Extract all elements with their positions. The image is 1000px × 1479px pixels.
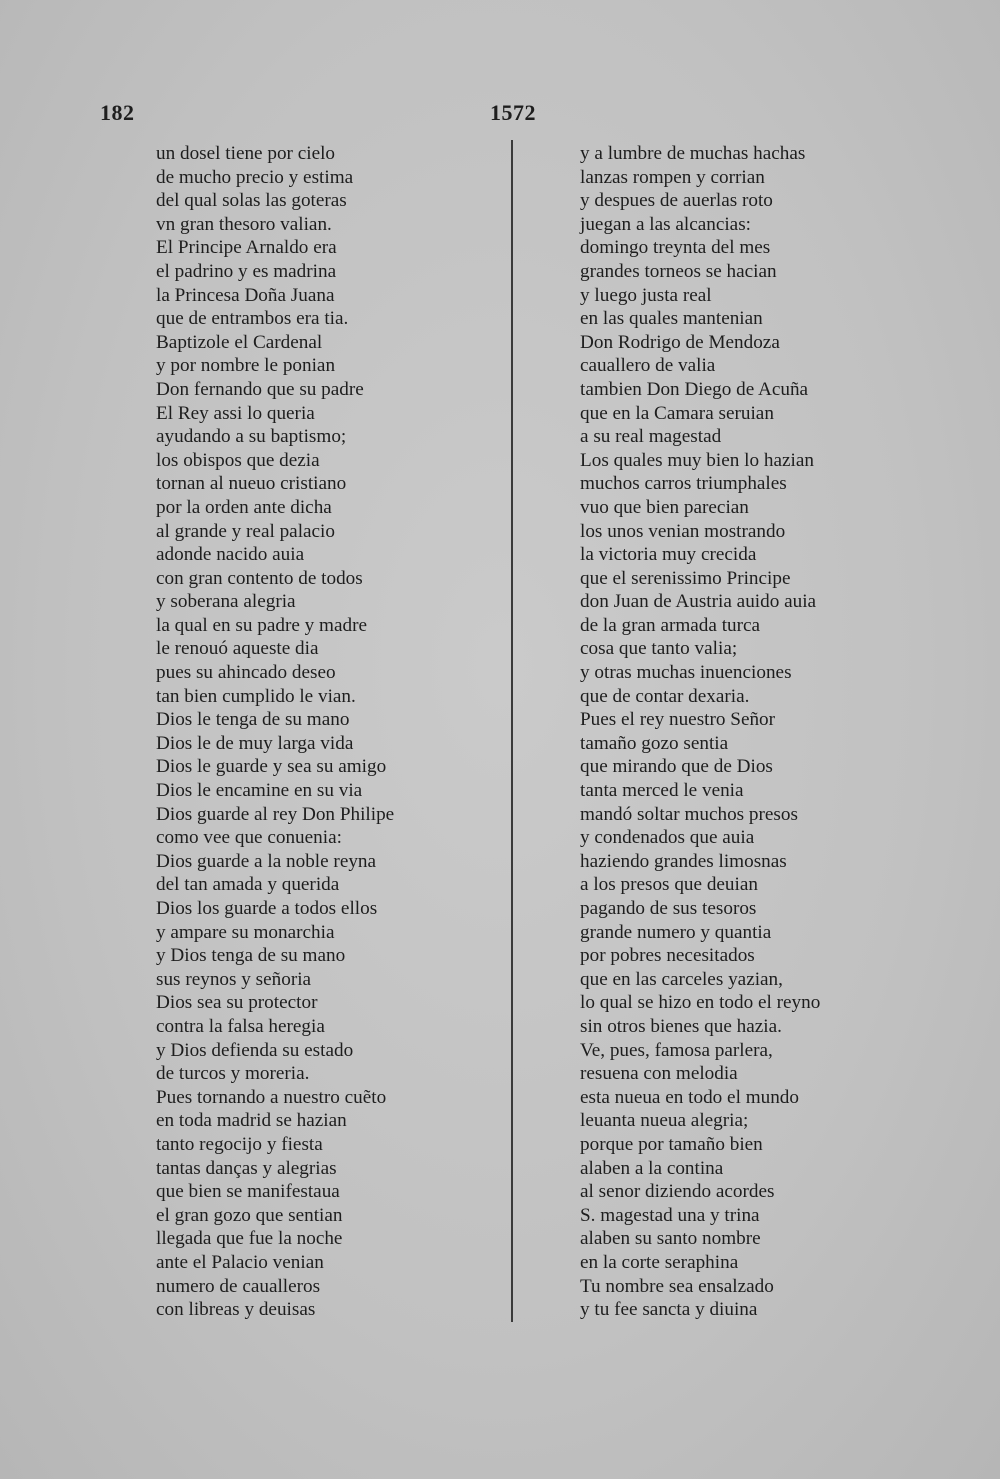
verse-line: como vee que conuenia: [156, 827, 342, 849]
verse-line: ayudando a su baptismo; [156, 426, 347, 448]
verse-line: lo qual se hizo en todo el reyno [580, 992, 821, 1014]
verse-line: en toda madrid se hazian [156, 1110, 347, 1132]
verse-line: pues su ahincado deseo [156, 662, 336, 684]
verse-line: Dios le de muy larga vida [156, 732, 354, 754]
verse-line: adonde nacido auia [156, 544, 305, 566]
verse-line: los unos venian mostrando [580, 520, 786, 542]
verse-line: El Principe Arnaldo era [156, 237, 337, 259]
verse-line: del tan amada y querida [156, 874, 340, 896]
verse-column-left [156, 142, 394, 1322]
verse-line: Pues tornando a nuestro cuẽto [156, 1086, 387, 1108]
verse-line: y tu fee sancta y diuina [580, 1299, 758, 1321]
verse-line: esta nueua en todo el mundo [580, 1086, 799, 1108]
verse-line: y Dios defienda su estado [156, 1039, 354, 1061]
verse-line: grande numero y quantia [580, 921, 772, 943]
verse-line: Don Rodrigo de Mendoza [580, 331, 780, 353]
verse-line: tantas danças y alegrias [156, 1157, 337, 1179]
verse-line: Baptizole el Cardenal [156, 331, 323, 353]
verse-line: le renouó aqueste dia [156, 638, 319, 660]
verse-line: lanzas rompen y corrian [580, 166, 765, 188]
verse-line: la Princesa Doña Juana [156, 284, 335, 306]
verse-line: a los presos que deuian [580, 874, 758, 896]
verse-line: un dosel tiene por cielo [156, 143, 336, 164]
verse-line: S. magestad una y trina [580, 1204, 760, 1226]
verse-line: leuanta nueua alegria; [580, 1110, 749, 1132]
verse-line: que mirando que de Dios [580, 756, 773, 778]
verse-line: por la orden ante dicha [156, 496, 332, 518]
verse-line: en las quales mantenian [580, 308, 763, 330]
verse-line: numero de caualleros [156, 1275, 321, 1297]
verse-line: vuo que bien parecian [580, 496, 749, 518]
verse-line: el padrino y es madrina [156, 260, 337, 282]
verse-line: tan bien cumplido le vian. [156, 685, 356, 707]
verse-line: que en la Camara seruian [580, 402, 774, 424]
verse-line: del qual solas las goteras [156, 190, 347, 212]
verse-line: llegada que fue la noche [156, 1228, 343, 1250]
verse-line: El Rey assi lo queria [156, 402, 315, 424]
page-year-heading: 1572 [490, 100, 536, 125]
verse-line: Dios los guarde a todos ellos [156, 898, 378, 919]
verse-line: ante el Palacio venian [156, 1251, 324, 1273]
verse-line: al senor diziendo acordes [580, 1181, 775, 1203]
verse-line: por pobres necesitados [580, 945, 755, 967]
verse-line: de la gran armada turca [580, 614, 761, 636]
verse-line: cosa que tanto valia; [580, 638, 738, 660]
verse-line: de turcos y moreria. [156, 1063, 310, 1085]
verse-line: en la corte seraphina [580, 1251, 739, 1273]
verse-line: que de entrambos era tia. [156, 308, 349, 330]
verse-line: tanto regocijo y fiesta [156, 1133, 323, 1155]
verse-line: la qual en su padre y madre [156, 614, 367, 636]
verse-line: que el serenissimo Principe [580, 567, 791, 589]
verse-line: el gran gozo que sentian [156, 1204, 343, 1226]
page-number: 182 [100, 100, 135, 125]
verse-line: Los quales muy bien lo hazian [580, 449, 814, 471]
verse-line: Tu nombre sea ensalzado [580, 1275, 774, 1297]
verse-line: Dios sea su protector [156, 992, 318, 1014]
verse-line: a su real magestad [580, 426, 722, 448]
verse-line: y despues de auerlas roto [580, 190, 773, 212]
verse-line: tornan al nueuo cristiano [156, 473, 347, 495]
verse-line: vn gran thesoro valian. [156, 213, 332, 235]
verse-line: con gran contento de todos [156, 567, 363, 589]
verse-line: la victoria muy crecida [580, 544, 757, 566]
verse-line: los obispos que dezia [156, 449, 320, 471]
verse-line: don Juan de Austria auido auia [580, 591, 817, 613]
column-divider [511, 140, 513, 1322]
verse-line: mandó soltar muchos presos [580, 803, 798, 825]
verse-line: contra la falsa heregia [156, 1015, 325, 1037]
verse-line: Dios le tenga de su mano [156, 709, 350, 731]
verse-line: que bien se manifestaua [156, 1181, 340, 1203]
verse-line: Dios guarde al rey Don Philipe [156, 803, 395, 825]
verse-line: al grande y real palacio [156, 520, 335, 542]
verse-line: y luego justa real [580, 284, 712, 306]
verse-line: porque por tamaño bien [580, 1133, 763, 1155]
verse-line: y condenados que auia [580, 827, 755, 849]
verse-line: que de contar dexaria. [580, 685, 750, 707]
verse-line: y a lumbre de muchas hachas [580, 143, 806, 164]
verse-line: y por nombre le ponian [156, 355, 336, 377]
verse-line: que en las carceles yazian, [580, 968, 783, 990]
verse-line: juegan a las alcancias: [580, 213, 752, 235]
verse-line: grandes torneos se hacian [580, 260, 777, 282]
verse-line: Dios le encamine en su via [156, 780, 363, 802]
verse-line: Don fernando que su padre [156, 378, 364, 400]
verse-line: Dios guarde a la noble reyna [156, 850, 377, 872]
verse-line: Pues el rey nuestro Señor [580, 709, 776, 731]
verse-line: alaben su santo nombre [580, 1228, 761, 1250]
verse-line: sus reynos y señoria [156, 968, 312, 990]
verse-line: muchos carros triumphales [580, 473, 787, 495]
verse-line: y otras muchas inuenciones [580, 662, 792, 684]
verse-line: sin otros bienes que hazia. [580, 1015, 782, 1037]
verse-line: Ve, pues, famosa parlera, [580, 1039, 773, 1061]
verse-line: y soberana alegria [156, 591, 296, 613]
verse-line: y ampare su monarchia [156, 921, 335, 943]
verse-line: y Dios tenga de su mano [156, 945, 346, 967]
verse-line: haziendo grandes limosnas [580, 850, 787, 872]
verse-line: Dios le guarde y sea su amigo [156, 756, 387, 778]
verse-column-right [580, 142, 820, 1322]
verse-line: tamaño gozo sentia [580, 732, 729, 754]
verse-line: resuena con melodia [580, 1063, 738, 1085]
verse-line: alaben a la contina [580, 1157, 724, 1179]
verse-line: pagando de sus tesoros [580, 898, 757, 919]
verse-line: de mucho precio y estima [156, 166, 354, 188]
verse-line: cauallero de valia [580, 355, 716, 377]
verse-line: domingo treynta del mes [580, 237, 771, 259]
verse-line: con libreas y deuisas [156, 1299, 316, 1321]
verse-line: tanta merced le venia [580, 780, 744, 802]
verse-line: tambien Don Diego de Acuña [580, 378, 809, 400]
